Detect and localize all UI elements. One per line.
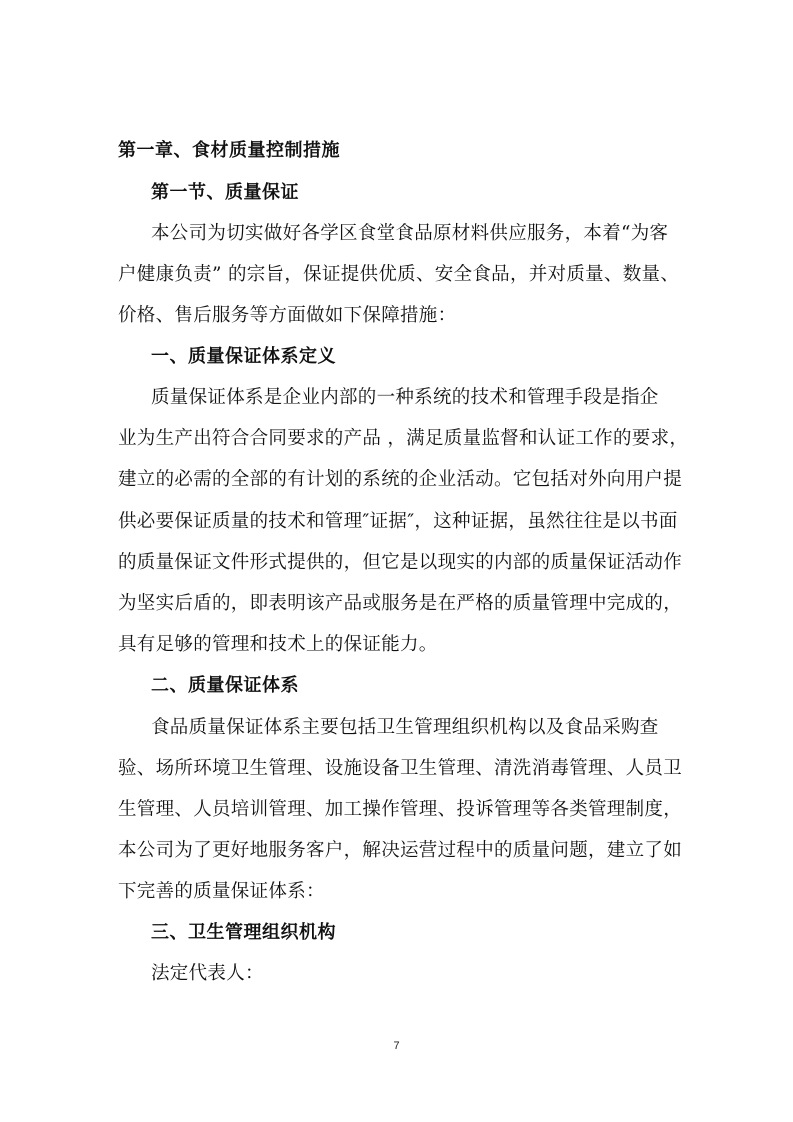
paragraph-line: 为坚实后盾的，即表明该产品或服务是在严格的质量管理中完成的，	[118, 593, 683, 614]
paragraph-line: 价格、售后服务等方面做如下保障措施：	[118, 305, 457, 326]
paragraph-line: 食品质量保证体系主要包括卫生管理组织机构以及食品采购查	[151, 717, 659, 738]
paragraph-line: 户健康负责” 的宗旨，保证提供优质、安全食品，并对质量、数量、	[118, 264, 680, 285]
paragraph-line: 本公司为切实做好各学区食堂食品原材料供应服务，本着“为客	[151, 223, 669, 244]
paragraph-line: 本公司为了更好地服务客户，解决运营过程中的质量问题，建立了如	[118, 840, 683, 861]
paragraph-line: 下完善的质量保证体系：	[118, 881, 325, 902]
chapter-title: 第一章、食材质量控制措施	[118, 140, 340, 161]
paragraph-line: 质量保证体系是企业内部的一种系统的技术和管理手段是指企	[151, 387, 659, 408]
page-number: 7	[393, 1040, 400, 1052]
paragraph-line: 验、场所环境卫生管理、设施设备卫生管理、清洗消毒管理、人员卫	[118, 758, 683, 779]
heading-hygiene-organization: 三、卫生管理组织机构	[151, 922, 336, 943]
paragraph-line: 建立的必需的全部的有计划的系统的企业活动。它包括对外向用户提	[118, 469, 683, 490]
paragraph-line: 供必要保证质量的技术和管理″证据″，这种证据，虽然往往是以书面	[118, 511, 678, 532]
heading-quality-definition: 一、质量保证体系定义	[151, 346, 336, 367]
legal-representative-label: 法定代表人：	[151, 963, 264, 984]
paragraph-line: 业为生产出符合合同要求的产品 ，满足质量监督和认证工作的要求，	[118, 428, 689, 449]
paragraph-line: 具有足够的管理和技术上的保证能力。	[118, 634, 438, 655]
paragraph-line: 生管理、人员培训管理、加工操作管理、投诉管理等各类管理制度，	[118, 799, 683, 820]
section-title: 第一节、质量保证	[151, 182, 299, 203]
paragraph-line: 的质量保证文件形式提供的，但它是以现实的内部的质量保证活动作	[118, 552, 683, 573]
heading-quality-system: 二、质量保证体系	[151, 675, 299, 696]
